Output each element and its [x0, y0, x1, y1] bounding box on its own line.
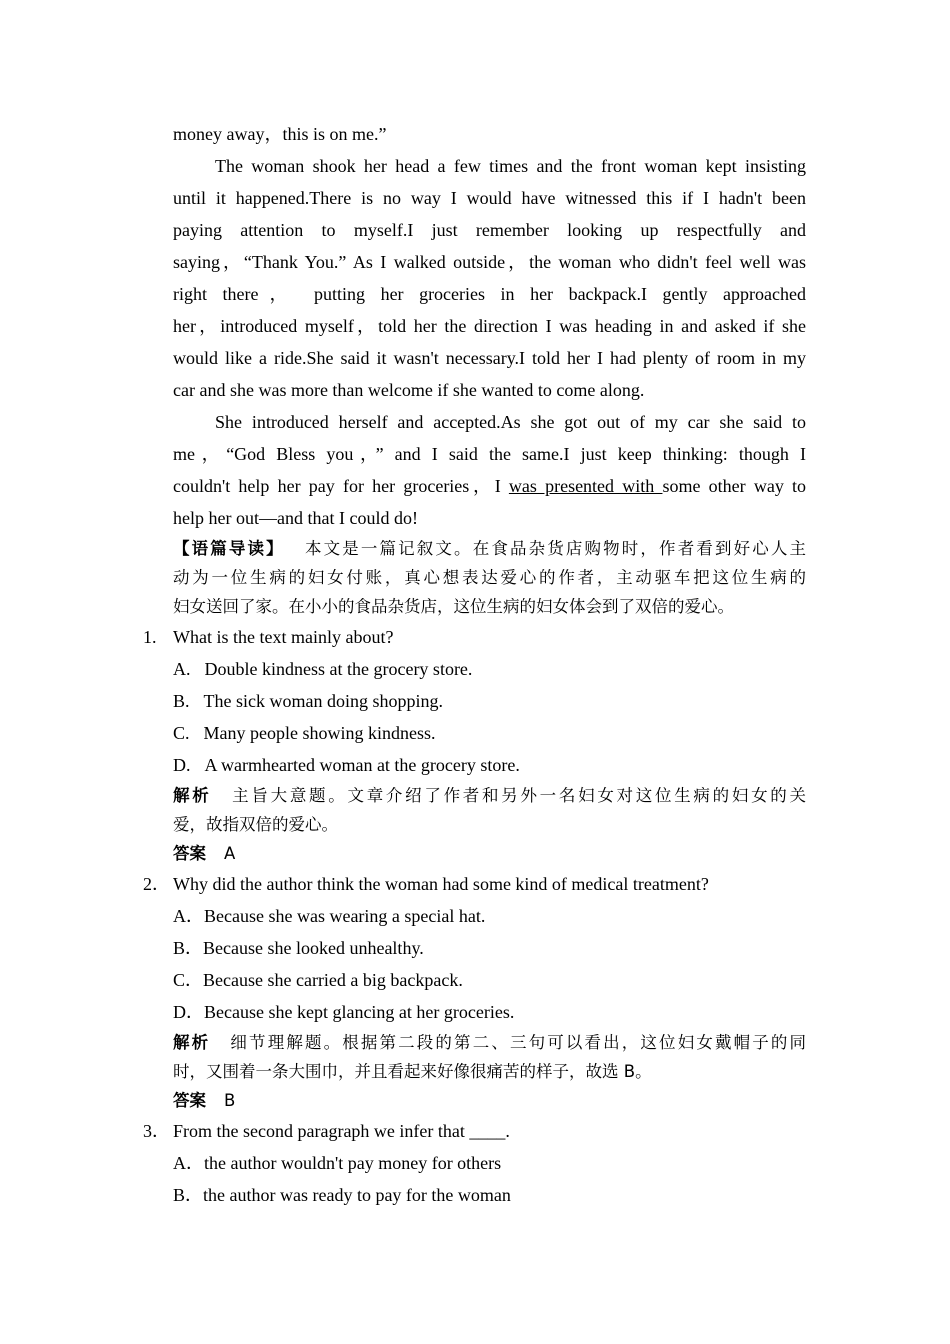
passage-line: right there， putting her groceries in her backpack.I gently approached [173, 284, 806, 304]
answer-line [173, 1086, 806, 1115]
analysis-line: 时，又围着一条大围巾，并且看起来好像很痛苦的样子，故选 B。 [173, 1062, 652, 1081]
question-number: 1. [143, 627, 157, 647]
analysis-label: 解析 [173, 1033, 211, 1052]
analysis-label: 解析 [173, 786, 212, 805]
analysis-text: 细节理解题。根据第二段的第二、三句可以看出，这位妇女戴帽子的同 [228, 1033, 806, 1052]
option-d [173, 749, 806, 781]
analysis-text: 主旨大意题。文章介绍了作者和另外一名妇女对这位生病的妇女的关 [229, 786, 806, 805]
option-key: A. [173, 659, 191, 679]
answer-value: A [224, 844, 236, 863]
passage-line: money away，this is on me.” [173, 124, 387, 144]
option-a [173, 653, 806, 685]
passage-line: her，introduced myself，told her the direction I was heading in and asked if she [173, 316, 806, 336]
answer-value: B [224, 1091, 236, 1110]
guide-line: 妇女送回了家。在小小的食品杂货店，这位生病的妇女体会到了双倍的爱心。 [173, 597, 734, 616]
document-content [143, 118, 806, 1211]
question-number: 2． [143, 874, 170, 894]
analysis-line [173, 781, 806, 810]
passage-line: paying attention to myself.I just remember looking up respectfully and [173, 220, 806, 240]
guide-line [173, 534, 806, 563]
guide-text: 本文是一篇记叙文。在食品杂货店购物时，作者看到好心人主 [302, 539, 806, 558]
analysis-line [173, 1028, 806, 1057]
option-b [173, 685, 806, 717]
option-d: D．Because she kept glancing at her groceries. [173, 1002, 515, 1022]
option-text: Many people showing kindness. [203, 723, 436, 743]
passage-text: couldn't help her pay for her groceries，I [173, 476, 509, 496]
guide-label: 【语篇导读】 [173, 539, 285, 558]
option-key: C. [173, 723, 190, 743]
passage-line: The woman shook her head a few times and the front woman kept insisting [215, 156, 806, 176]
option-key: D. [173, 755, 191, 775]
answer-line [173, 839, 806, 868]
question-3 [143, 1115, 806, 1147]
option-b: B．the author was ready to pay for the woman [173, 1185, 511, 1205]
question-text: Why did the author think the woman had some kind of medical treatment? [173, 874, 709, 894]
passage-line: would like a ride.She said it wasn't necessary.I told her I had plenty of room in my [173, 348, 806, 368]
passage-line: me，“God Bless you，” and I said the same.I just keep thinking: though I [173, 444, 806, 464]
answer-label: 答案 [173, 844, 206, 863]
option-text: A warmhearted woman at the grocery store. [204, 755, 520, 775]
passage-line: until it happened.There is no way I would have witnessed this if I hadn't been [173, 188, 806, 208]
option-text: The sick woman doing shopping. [203, 691, 443, 711]
option-b: B．Because she looked unhealthy. [173, 938, 424, 958]
answer-label: 答案 [173, 1091, 206, 1110]
passage-text: some other way to [662, 476, 806, 496]
passage-line: car and she was more than welcome if she wanted to come along. [173, 380, 645, 400]
passage-line: She introduced herself and accepted.As she got out of my car she said to [215, 412, 806, 432]
passage-line: saying，“Thank You.” As I walked outside，the woman who didn't feel well was [173, 252, 806, 272]
analysis-line: 爱，故指双倍的爱心。 [173, 815, 338, 834]
question-2 [143, 868, 806, 900]
option-text: Double kindness at the grocery store. [204, 659, 473, 679]
question-1 [143, 621, 806, 653]
guide-line: 动为一位生病的妇女付账，真心想表达爱心的作者，主动驱车把这位生病的 [173, 568, 806, 587]
option-c [173, 717, 806, 749]
question-text: What is the text mainly about? [173, 627, 394, 647]
passage-line-underlined [173, 470, 806, 502]
option-a: A．Because she was wearing a special hat. [173, 906, 486, 926]
passage-line: help her out—and that I could do! [173, 508, 418, 528]
option-key: B. [173, 691, 190, 711]
question-text: From the second paragraph we infer that ____. [173, 1121, 510, 1141]
question-number: 3． [143, 1121, 170, 1141]
option-a: A．the author wouldn't pay money for others [173, 1153, 502, 1173]
underlined-phrase: was presented with [508, 476, 663, 496]
option-c: C．Because she carried a big backpack. [173, 970, 463, 990]
